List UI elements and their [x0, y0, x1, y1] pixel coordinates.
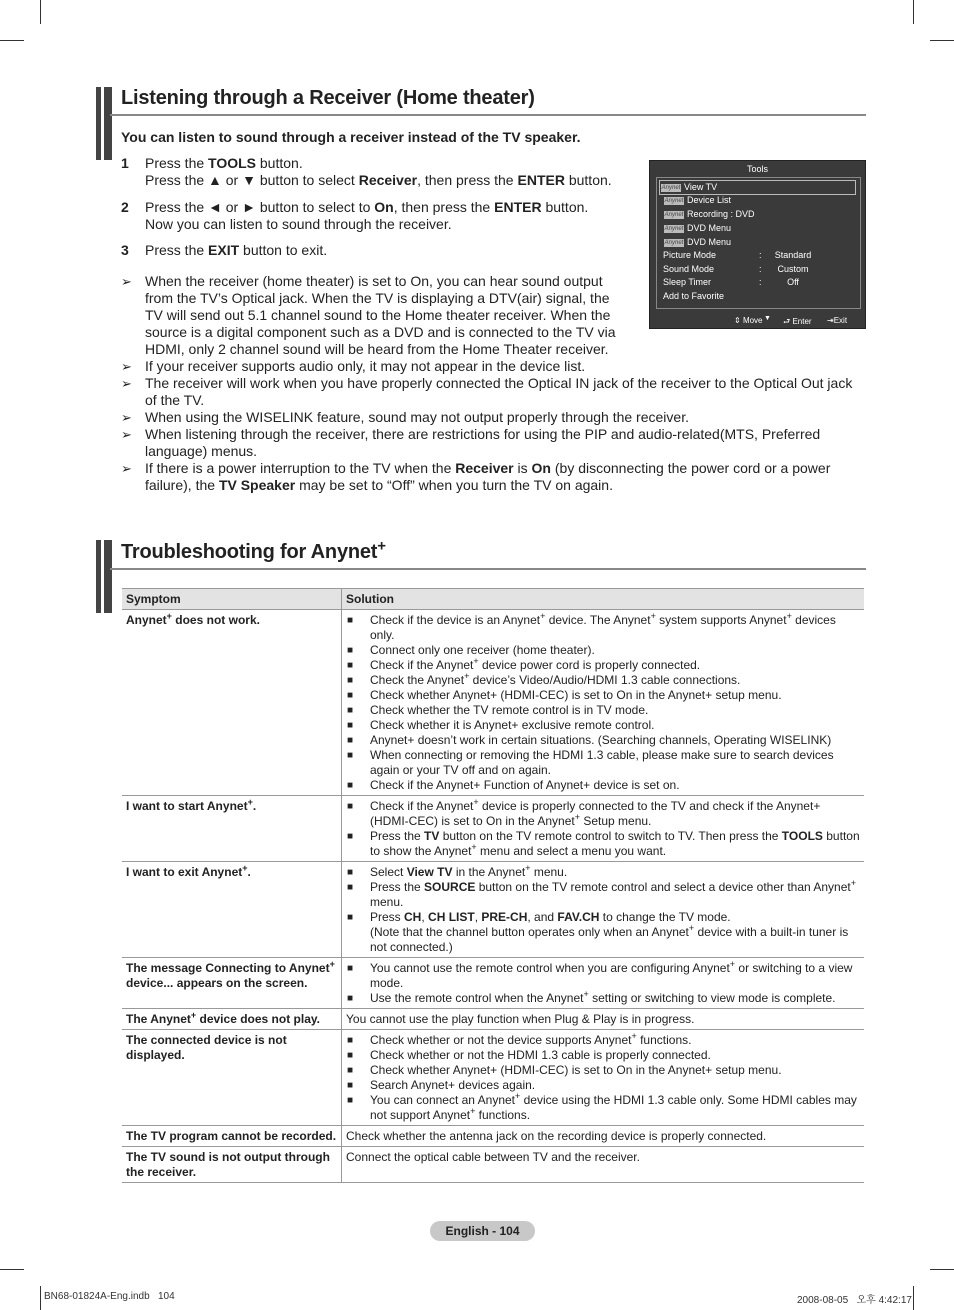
- symptom-cell: The Anynet+ device does not play.: [122, 1009, 342, 1030]
- section-marker: [96, 540, 101, 613]
- symptom-cell: The message Connecting to Anynet+ device... appears on the screen.: [122, 958, 342, 1009]
- anynet-icon: Anynet: [664, 239, 684, 246]
- solution-cell: Check whether the antenna jack on the recording device is properly connected.: [342, 1126, 865, 1147]
- arrow-icon: ➢: [121, 461, 132, 476]
- table-row: [122, 862, 864, 958]
- title-rule: [110, 114, 866, 116]
- symptom-cell: The connected device is not displayed.: [122, 1030, 342, 1126]
- step-text: Press the ◄ or ► button to select to On, then press the ENTER button. Now you can listen to sound through the receiver.: [145, 199, 589, 232]
- osd-item-dvd-menu: Anynet DVD Menu: [664, 223, 732, 233]
- section-marker: [104, 87, 112, 160]
- print-footer-date: 2008-08-05 오후 4:42:17: [797, 1295, 912, 1306]
- solution-cell: ■ You cannot use the remote control when you are configuring Anynet+ or switching to a view mode. ■ Use the remote control when the Anynet+ setting or switching to view mode is complete.: [342, 958, 865, 1009]
- osd-item-dvd-menu: Anynet DVD Menu: [664, 237, 732, 247]
- solution-cell: You cannot use the play function when Plug & Play is in progress.: [342, 1009, 865, 1030]
- osd-item-view-tv: Anynet View TV: [659, 180, 856, 195]
- osd-item-device-list: Anynet Device List: [664, 195, 732, 205]
- enter-icon: ⮐: [783, 317, 791, 326]
- solution-cell: Connect the optical cable between TV and the receiver.: [342, 1147, 865, 1183]
- step-number: 3: [121, 242, 129, 258]
- page-number: English - 104: [430, 1221, 535, 1241]
- step-number: 1: [121, 155, 129, 171]
- arrow-icon: ➢: [121, 427, 132, 442]
- anynet-icon: Anynet: [664, 211, 684, 218]
- solution-cell: ■ Check if the device is an Anynet+ device. The Anynet+ system supports Anynet+ devices only. ■ Connect only one receiver (home theater). ■ Check if the Anynet+ device power cord is properly connected. ■ Check the Anynet+ device’s Video/Audio/HDMI 1.3 cable connections. ■ Check whether Anynet+ (HDMI-CEC) is set to On in the Anynet+ setup menu. ■ Check whether the TV remote control is in TV mode. ■ Check whether it is Anynet+ exclusive remote control. ■ Anynet+ doesn’t work in certain situations. (Searching channels, Operating WISELINK) ■ When connecting or removing the HDMI 1.3 cable, please make sure to search devices again or your TV off and on again. ■ Check if the Anynet+ Function of Anynet+ device is set on.: [342, 610, 865, 796]
- crop-mark: [930, 40, 954, 41]
- step-number: 2: [121, 199, 129, 215]
- arrow-icon: ➢: [121, 359, 132, 374]
- solution-cell: ■ Select View TV in the Anynet+ menu. ■ Press the SOURCE button on the TV remote control and select a device other than Anynet+ menu. ■ Press CH, CH LIST, PRE-CH, and FAV.CH to change the TV mode. (Note that the channel button operates only when an Anynet+ device with a built-in tuner is not connected.): [342, 862, 865, 958]
- arrow-icon: ➢: [121, 376, 132, 391]
- title-rule: [110, 568, 866, 570]
- osd-setting-sound-mode: Sound Mode : Custom: [663, 264, 809, 274]
- crop-mark: [40, 1286, 41, 1310]
- osd-setting-picture-mode: Picture Mode : Standard: [663, 250, 812, 260]
- crop-mark: [0, 1269, 24, 1270]
- osd-footer-move: ⇕ Move: [734, 316, 763, 325]
- symptom-cell: The TV sound is not output through the receiver.: [122, 1147, 342, 1183]
- step-text: Press the EXIT button to exit.: [145, 242, 328, 258]
- table-header-row: [122, 589, 864, 610]
- osd-title: Tools: [746, 164, 768, 174]
- anynet-icon: Anynet: [664, 197, 684, 204]
- osd-footer-exit: ⇥Exit: [827, 316, 848, 325]
- table-row: [122, 796, 864, 862]
- section-marker: [96, 87, 101, 160]
- step-text: Press the TOOLS button. Press the ▲ or ▼ button to select Receiver, then press the ENTER button.: [145, 155, 612, 188]
- intro-text: You can listen to sound through a receiver instead of the TV speaker.: [121, 129, 581, 145]
- table-row: [122, 1030, 864, 1126]
- table-row: [122, 610, 864, 796]
- table-row: [122, 1126, 864, 1147]
- scroll-down-icon: ▼: [764, 315, 771, 322]
- symptom-cell: The TV program cannot be recorded.: [122, 1126, 342, 1147]
- osd-item-recording: Anynet Recording : DVD: [664, 209, 755, 219]
- note-item: ➢ If there is a power interruption to the TV when the Receiver is On (by disconnecting the power cord or a power failure), the TV Speaker may be set to “Off” when you turn the TV on again.: [121, 460, 831, 493]
- troubleshooting-table: [122, 588, 864, 1183]
- table-row: [122, 958, 864, 1009]
- section-title: Listening through a Receiver (Home theater): [121, 87, 535, 109]
- section-title: Troubleshooting for Anynet+: [121, 537, 386, 563]
- note-item: ➢ The receiver will work when you have properly connected the Optical IN jack of the receiver to the Optical Out jack of the TV.: [121, 375, 853, 408]
- section-marker: [104, 540, 112, 613]
- symptom-cell: I want to exit Anynet+.: [122, 862, 342, 958]
- arrow-icon: ➢: [121, 410, 132, 425]
- tools-osd-screenshot: [649, 160, 866, 329]
- table-row: [122, 1009, 864, 1030]
- table-row: [122, 1147, 864, 1183]
- print-footer-file: BN68-01824A-Eng.indb 104: [44, 1291, 175, 1302]
- osd-setting-sleep-timer: Sleep Timer : Off: [663, 277, 799, 287]
- crop-mark: [930, 1269, 954, 1270]
- solution-cell: ■ Check whether or not the device supports Anynet+ functions. ■ Check whether or not the HDMI 1.3 cable is properly connected. ■ Check whether Anynet+ (HDMI-CEC) is set to On in the Anynet+ setup menu. ■ Search Anynet+ devices again. ■ You can connect an Anynet+ device using the HDMI 1.3 cable only. Some HDMI cables may not support Anynet+ functions.: [342, 1030, 865, 1126]
- osd-setting-add-favorite: Add to Favorite: [663, 291, 725, 301]
- anynet-icon: Anynet: [661, 184, 681, 191]
- note-item: ➢ When the receiver (home theater) is set to On, you can hear sound output from the TV’s Optical jack. When the TV is displaying a DTV(air) signal, the TV will send out 5.1 channel sound to the Home theater receiver. When the source is a digital component such as a DVD and is connected to the TV via HDMI, only 2 channel sound will be heard from the Home Theater receiver.: [121, 273, 616, 357]
- column-header-symptom: Symptom: [122, 589, 342, 610]
- arrow-icon: ➢: [121, 274, 132, 289]
- solution-cell: ■ Check if the Anynet+ device is properly connected to the TV and check if the Anynet+ (HDMI-CEC) is set to On in the Anynet+ Setup menu. ■ Press the TV button on the TV remote control to switch to TV. Then press the TOOLS button to show the Anynet+ menu and select a menu you want.: [342, 796, 865, 862]
- crop-mark: [913, 0, 914, 24]
- crop-mark: [40, 0, 41, 24]
- crop-mark: [0, 40, 24, 41]
- anynet-icon: Anynet: [664, 225, 684, 232]
- crop-mark: [913, 1286, 914, 1310]
- note-item: ➢ If your receiver supports audio only, it may not appear in the device list.: [121, 358, 586, 374]
- note-item: ➢ When listening through the receiver, there are restrictions for using the PIP and audio-related(MTS, Preferred language) menus.: [121, 426, 821, 459]
- note-item: ➢ When using the WISELINK feature, sound may not output properly through the receiver.: [121, 409, 689, 425]
- column-header-solution: Solution: [342, 589, 865, 610]
- osd-footer-enter: ⮐ Enter: [783, 317, 812, 326]
- symptom-cell: Anynet+ does not work.: [122, 610, 342, 796]
- symptom-cell: I want to start Anynet+.: [122, 796, 342, 862]
- exit-icon: ⇥: [827, 316, 834, 325]
- move-icon: ⇕: [734, 316, 741, 325]
